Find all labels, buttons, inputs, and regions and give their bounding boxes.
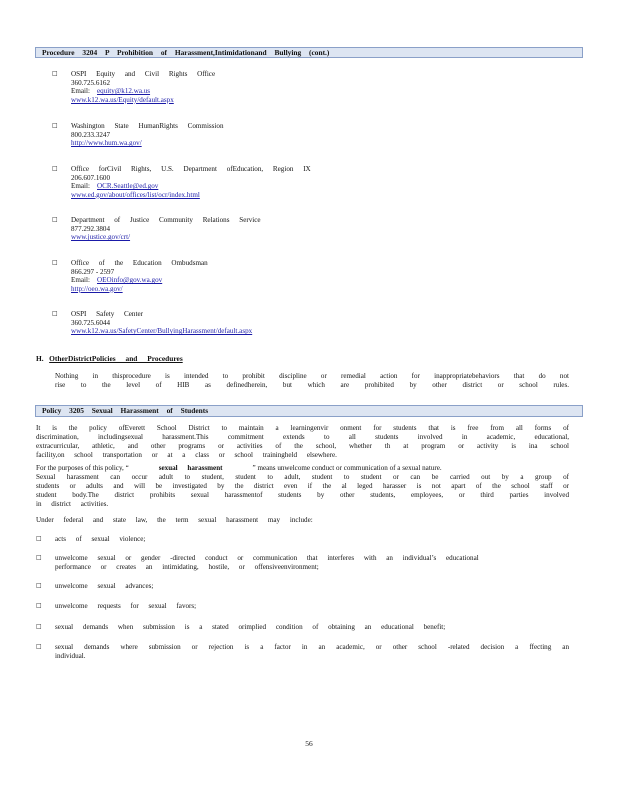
email-label: Email:: [71, 182, 90, 191]
policy-p2: [36, 464, 442, 473]
bullet-text: sexual demands when submission is a stated orimplied condition of obtaining an educational benefit;: [55, 623, 446, 631]
bullet-text: sexual demands where submission or rejection is a factor in an academic, or other school -related decision a ffecting an: [55, 643, 569, 651]
p2-term: sexual harassment: [158, 464, 223, 472]
policy-p1-line-1: It is the policy ofEverett School District to maintain a learningenvir onment for students that is free from all forms of: [36, 424, 569, 432]
bullet-glyph: □: [52, 70, 58, 77]
p2-lead: For the purposes of this policy, “: [36, 464, 129, 472]
policy-header-bar: [35, 405, 583, 417]
bullet-glyph: □: [36, 535, 42, 542]
contact-name: OSPI Safety Center: [71, 310, 143, 318]
page-number: 56: [305, 739, 313, 748]
contact-name: Department of Justice Community Relations Service: [71, 216, 261, 224]
section-h-line-1: Nothing in thisprocedure is intended to prohibit discipline or remedial action for inappropriatebehaviors that do not: [55, 372, 569, 380]
contact-phone: 360.725.6162: [71, 78, 111, 87]
policy-p3-line-2: students or adults and will be investigated by the district even if the al leged harasser is not apart of the school staff or: [36, 482, 569, 490]
contact-url-link[interactable]: www.justice.gov/crt/: [71, 233, 131, 242]
contact-url-link[interactable]: www.k12.wa.us/Equity/default.aspx: [71, 95, 174, 104]
contact-phone: 866.297 - 2597: [71, 267, 115, 276]
policy-p1-line-2: discrimination, includingsexual harassment.This commitment extends to all students involved in academic, educational,: [36, 433, 569, 441]
contact-phone: 800.233.3247: [71, 130, 111, 139]
contact-email-link[interactable]: OCR.Seattle@ed.gov: [97, 182, 159, 191]
bullet-text: acts of sexual violence;: [55, 535, 146, 543]
policy-p4: Under federal and state law, the term sexual harassment may include:: [36, 516, 313, 524]
contact-url-link[interactable]: http://oeo.wa.gov/: [71, 284, 123, 293]
p2-tail: ” means unwelcome conduct or communication of a sexual nature.: [252, 464, 442, 472]
policy-p3-line-4: in district activities.: [36, 500, 109, 508]
contact-url-link[interactable]: www.k12.wa.us/SafetyCenter/BullyingHarassment/default.aspx: [71, 327, 253, 336]
bullet-glyph: □: [36, 623, 42, 630]
contact-name: Office forCivil Rights, U.S. Department ofEducation, Region IX: [71, 165, 311, 173]
contact-name: OSPI Equity and Civil Rights Office: [71, 70, 216, 78]
bullet-text-cont: individual.: [55, 651, 86, 660]
policy-header-text: Policy 3205 Sexual Harassment of Students: [42, 406, 209, 415]
bullet-text-cont: performance or creates an intimidating, hostile, or offensiveenvironment;: [55, 562, 319, 571]
bullet-glyph: □: [52, 310, 58, 317]
policy-p1-line-4: facility,on school transportation or at a class or school trainingheld elsewhere.: [36, 451, 337, 459]
bullet-glyph: □: [36, 602, 42, 609]
section-h-heading: [36, 355, 183, 364]
bullet-glyph: □: [52, 259, 58, 266]
bullet-text: unwelcome sexual advances;: [55, 582, 154, 590]
bullet-glyph: □: [36, 582, 42, 589]
policy-p3-line-1: Sexual harassment can occur adult to student, student to adult, student to student or can be carried out by a group of: [36, 473, 569, 481]
bullet-glyph: □: [36, 554, 42, 561]
contact-url-link[interactable]: http://www.hum.wa.gov/: [71, 139, 142, 148]
contact-phone: 360.725.6044: [71, 318, 111, 327]
bullet-glyph: □: [52, 122, 58, 129]
section-letter: H.: [36, 354, 44, 363]
bullet-glyph: □: [52, 165, 58, 172]
email-label: Email:: [71, 276, 90, 285]
bullet-text: unwelcome requests for sexual favors;: [55, 602, 197, 610]
contact-email-link[interactable]: OEOinfo@gov.wa.gov: [97, 276, 163, 285]
policy-p3-line-3: student body.The district prohibits sexual harassmentof students by other students, employees, or third parties involved: [36, 491, 569, 499]
contact-phone: 877.292.3804: [71, 224, 111, 233]
procedure-header-bar: [35, 47, 583, 58]
contact-name: Washington State HumanRights Commission: [71, 122, 224, 130]
email-label: Email:: [71, 87, 90, 96]
bullet-glyph: □: [36, 643, 42, 650]
bullet-glyph: □: [52, 216, 58, 223]
contact-name: Office of the Education Ombudsman: [71, 259, 208, 267]
policy-p1-line-3: extracurricular, athletic, and other programs or activities of the school, whether th at program or activity is ina school: [36, 442, 569, 450]
section-h-line-2: rise to the level of HIB as definedherein, but which are prohibited by other district or school rules.: [55, 381, 569, 389]
bullet-text: unwelcome sexual or gender -directed conduct or communication that interferes with an individual’s educational: [55, 554, 479, 562]
contact-phone: 206.607.1600: [71, 173, 111, 182]
contact-url-link[interactable]: www.ed.gov/about/offices/list/ocr/index.html: [71, 190, 200, 199]
contact-email-link[interactable]: equity@k12.wa.us: [97, 87, 151, 96]
procedure-header-text: Procedure 3204 P Prohibition of Harassment,Intimidationand Bullying (cont.): [42, 48, 330, 57]
section-title: OtherDistrictPolicies and Procedures: [49, 354, 183, 363]
